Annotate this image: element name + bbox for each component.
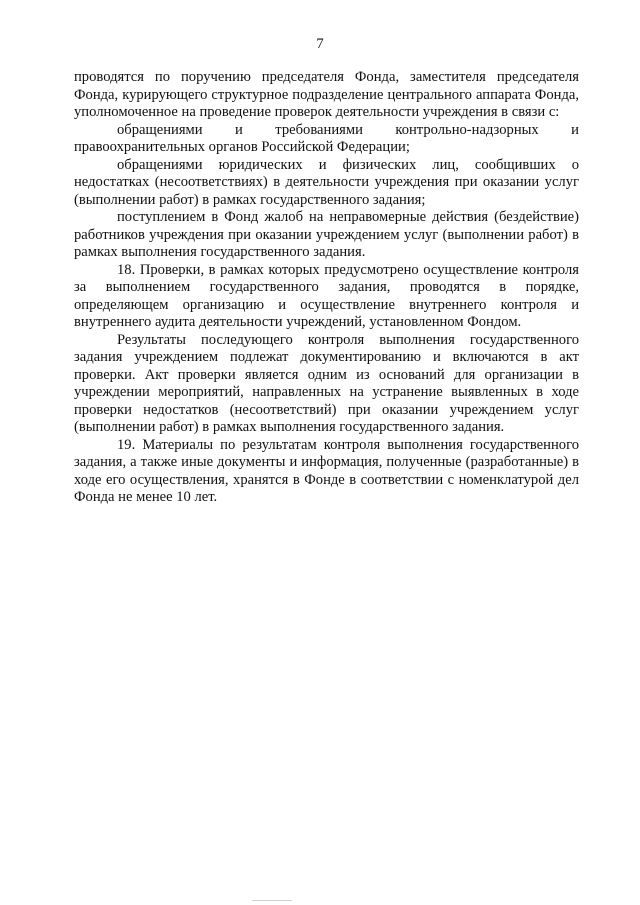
paragraph-complaints: поступлением в Фонд жалоб на неправомерные действия (бездействие) работников учреждения при оказании учреждением услуг (выполнении работ) в рамках выполнения государственного задания. <box>74 209 579 260</box>
paragraph-appeals-persons: обращениями юридических и физических лиц, сообщивших о недостатках (несоответствиях) в деятельности учреждения при оказании услуг (выполнении работ) в рамках государственного задания; <box>74 156 579 208</box>
paragraph-results: Результаты последующего контроля выполнения государственного задания учреждением подлежат документированию и включаются в акт проверки. Акт проверки является одним из оснований для организации в учреждении мероприятий, направленных на устранение выявленных в ходе проверки недостатков (несоответствий) при оказании учреждением услуг (выполнении работ) в рамках выполнения государственного задания. <box>74 331 579 435</box>
document-body <box>74 69 579 507</box>
paragraph-appeals-supervisory: обращениями и требованиями контрольно-надзорных и правоохранительных органов Российской Федерации; <box>74 121 579 155</box>
scan-artifact <box>252 900 292 901</box>
paragraph-item-18: 18. Проверки, в рамках которых предусмотрено осуществление контроля за выполнением государственного задания, проводятся в порядке, определяющем организацию и осуществление внутреннего контроля и внутреннего аудита деятельности учреждений, установленном Фондом. <box>74 261 579 330</box>
paragraph-intro: проводятся по поручению председателя Фонда, заместителя председателя Фонда, курирующего структурное подразделение центрального аппарата Фонда, уполномоченное на проведение проверок деятельности учреждения в связи с: <box>74 69 579 120</box>
page-number: 7 <box>316 36 324 52</box>
paragraph-item-19: 19. Материалы по результатам контроля выполнения государственного задания, а также иные документы и информация, полученные (разработанные) в ходе его осуществления, хранятся в Фонде в соответствии с номенклатурой дел Фонда не менее 10 лет. <box>74 436 579 505</box>
